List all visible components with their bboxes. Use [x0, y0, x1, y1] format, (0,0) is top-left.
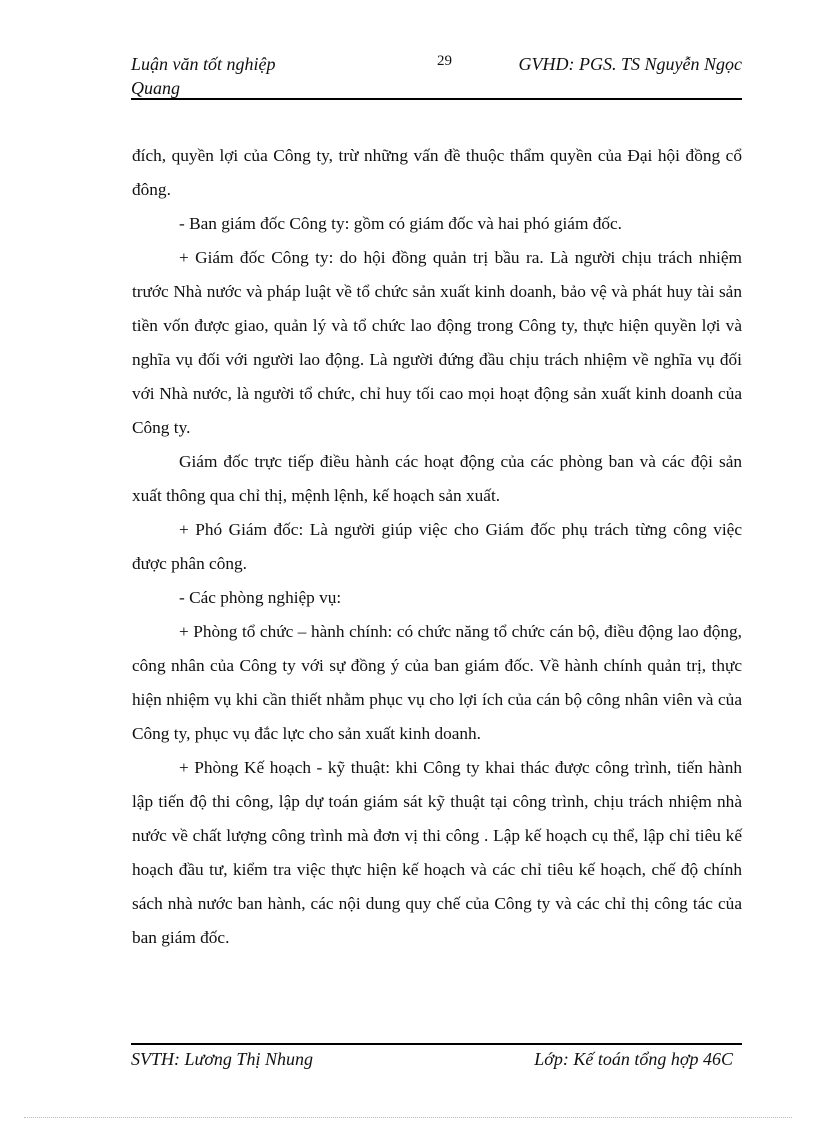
- footer-divider: [131, 1043, 742, 1045]
- paragraph: + Phòng Kế hoạch - kỹ thuật: khi Công ty khai thác được công trình, tiến hành lập tiến độ thi công, lập dự toán giám sát kỹ thuật tại công trình, chịu trách nhiệm nhà nước về chất lượng công trình mà đơn vị thi công . Lập kế hoạch cụ thể, lập chỉ tiêu kế hoạch đầu tư, kiểm tra việc thực hiện kế hoạch và các chỉ tiêu kế hoạch, chế độ chính sách nhà nước ban hành, các nội dung quy chế của Công ty và các chỉ thị công tác của ban giám đốc.: [132, 758, 742, 947]
- paragraph: - Các phòng nghiệp vụ:: [179, 588, 342, 607]
- header-thesis-title: Luận văn tốt nghiệp Quang: [131, 54, 276, 98]
- paragraph: + Giám đốc Công ty: do hội đồng quản trị bầu ra. Là người chịu trách nhiệm trước Nhà nước và pháp luật về tổ chức sản xuất kinh doanh, bảo vệ và phát huy tài sản tiền vốn được giao, quản lý và tổ chức lao động trong Công ty, thực hiện quyền lợi và nghĩa vụ đối với người lao động. Là người đứng đầu chịu trách nhiệm về nghĩa vụ đối với Nhà nước, là người tổ chức, chỉ huy tối cao mọi hoạt động sản xuất kinh doanh của Công ty.: [132, 248, 742, 437]
- header-divider: [131, 98, 742, 100]
- footer-class: Lớp: Kế toán tổng hợp 46C: [534, 1049, 733, 1069]
- paragraph: đích, quyền lợi của Công ty, trừ những vấn đề thuộc thẩm quyền của Đại hội đồng cổ đông.: [132, 146, 742, 199]
- paragraph: Giám đốc trực tiếp điều hành các hoạt động của các phòng ban và các đội sản xuất thông qua chỉ thị, mệnh lệnh, kế hoạch sản xuất.: [132, 452, 742, 505]
- header-supervisor: GVHD: PGS. TS Nguyễn Ngọc: [518, 54, 742, 74]
- paragraph: + Phòng tổ chức – hành chính: có chức năng tổ chức cán bộ, điều động lao động, công nhân của Công ty với sự đồng ý của ban giám đốc. Về hành chính quản trị, thực hiện nhiệm vụ khi cần thiết nhằm phục vụ cho lợi ích của cán bộ công nhân viên và của Công ty, phục vụ đắc lực cho sản xuất kinh doanh.: [132, 622, 742, 743]
- document-body: [132, 139, 742, 955]
- paragraph: + Phó Giám đốc: Là người giúp việc cho Giám đốc phụ trách từng công việc được phân công.: [132, 520, 742, 573]
- footer-student: SVTH: Lương Thị Nhung: [131, 1049, 313, 1069]
- page-edge: [24, 1117, 792, 1118]
- page-number: 29: [437, 53, 452, 69]
- paragraph: - Ban giám đốc Công ty: gồm có giám đốc và hai phó giám đốc.: [179, 214, 622, 233]
- page-header: [131, 52, 742, 100]
